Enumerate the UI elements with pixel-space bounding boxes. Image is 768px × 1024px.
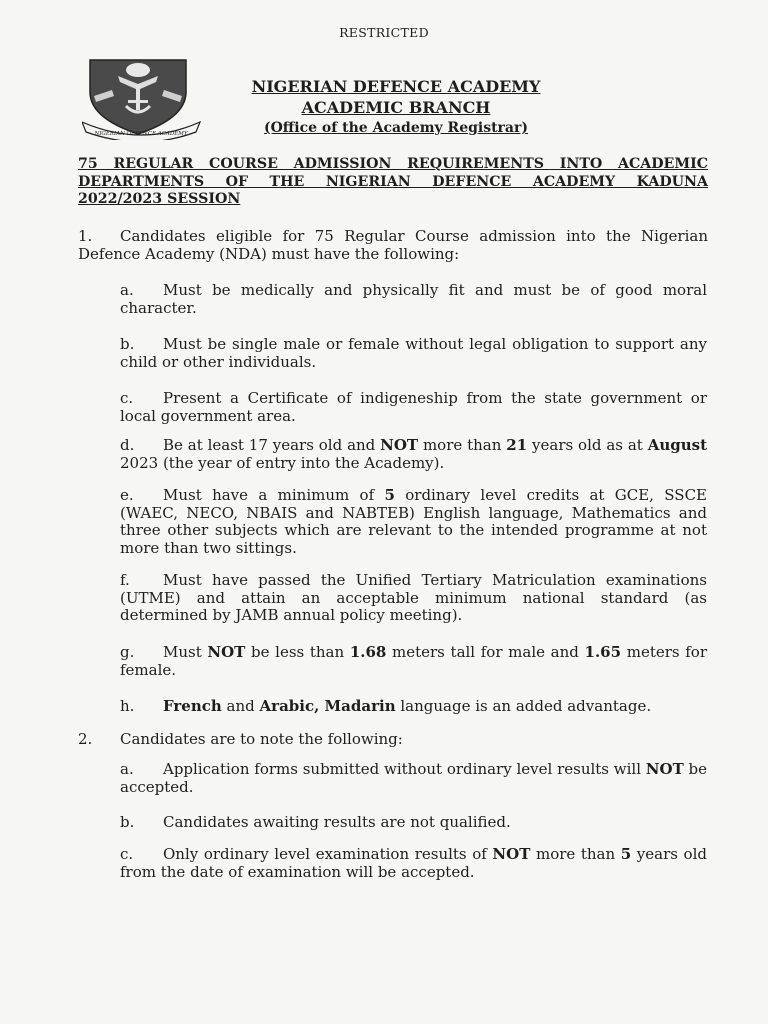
requirement-b: b. Must be single male or female without legal obligation to support any child or other individuals. [120,335,707,371]
office-name: (Office of the Academy Registrar) [263,120,529,136]
section-1-number: 1. [78,227,93,245]
requirement-g: g. Must NOT be less than 1.68 meters tall for male and 1.65 meters for female. [120,643,707,679]
branch-name: ACADEMIC BRANCH [301,98,491,117]
requirement-d: d. Be at least 17 years old and NOT more than 21 years old as at August 2023 (the year of entry into the Academy). [120,436,707,472]
requirement-h: h. French and Arabic, Madarin language is an added advantage. [120,697,652,715]
section-1-intro [78,228,708,263]
org-name: NIGERIAN DEFENCE ACADEMY [251,77,541,96]
title-line-3: 2022/2023 SESSION [78,191,241,207]
nda-crest-logo [82,56,202,140]
title-line-1: 75 REGULAR COURSE ADMISSION REQUIREMENTS INTO ACADEMIC [78,156,708,172]
requirement-a: a. Must be medically and physically fit and must be of good moral character. [120,281,707,317]
section-2-text: Candidates are to note the following: [120,730,403,748]
note-b: b. Candidates awaiting results are not qualified. [120,813,511,831]
crest-banner-text: NIGERIAN DEFENCE ACADEMY [94,131,188,137]
section-1-text: Candidates eligible for 75 Regular Course admission into the Nigerian Defence Academy (NDA) must have the following: [78,227,708,263]
requirement-c: c. Present a Certificate of indigeneship from the state government or local government area. [120,389,707,425]
section-2-intro [78,731,708,749]
title-line-2: DEPARTMENTS OF THE NIGERIAN DEFENCE ACADEMY KADUNA [78,173,708,190]
note-c: c. Only ordinary level examination results of NOT more than 5 years old from the date of examination will be accepted. [120,845,707,881]
document-title [78,156,708,209]
section-2-number: 2. [78,730,93,748]
letterhead [200,76,592,139]
requirement-f: f. Must have passed the Unified Tertiary Matriculation examinations (UTME) and attain an acceptable minimum national standard (as determined by JAMB annual policy meeting). [120,571,707,624]
requirement-e: e. Must have a minimum of 5 ordinary level credits at GCE, SSCE (WAEC, NECO, NBAIS and NABTEB) English language, Mathematics and three other subjects which are relevant to the intended programme at not more than two sittings. [120,486,707,557]
restricted-marking: RESTRICTED [339,25,429,40]
note-a: a. Application forms submitted without ordinary level results will NOT be accepted. [120,760,708,796]
